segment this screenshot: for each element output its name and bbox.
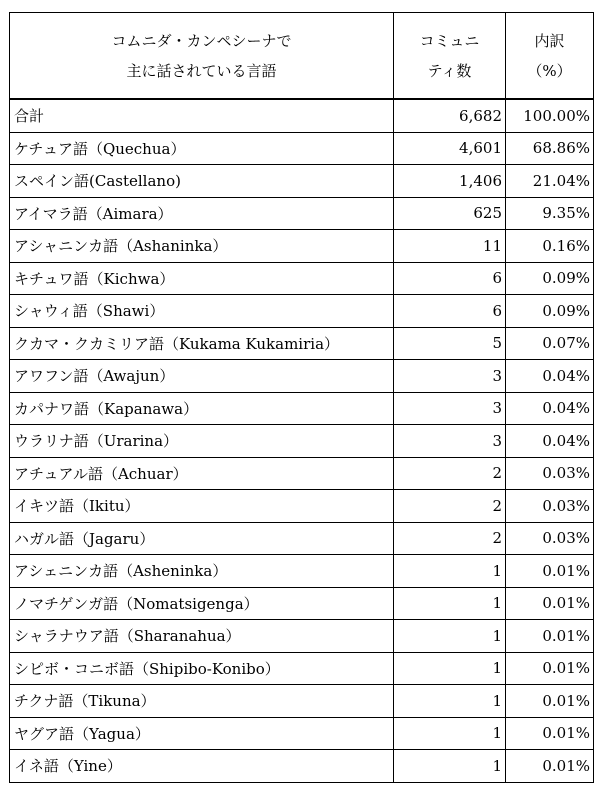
count-cell: 2: [394, 490, 506, 523]
table-header: [10, 13, 594, 100]
table-row: [10, 295, 594, 328]
language-cell: イキツ語（Ikitu）: [10, 490, 394, 523]
language-cell: ハガル語（Jagaru）: [10, 522, 394, 555]
language-cell: ヤグア語（Yagua）: [10, 717, 394, 750]
language-cell: ウラリナ語（Urarina）: [10, 425, 394, 458]
table-row: [10, 522, 594, 555]
language-table-container: [9, 12, 594, 783]
language-cell: シャウィ語（Shawi）: [10, 295, 394, 328]
count-cell: 2: [394, 457, 506, 490]
percent-cell: 0.03%: [506, 457, 594, 490]
count-cell: 1: [394, 750, 506, 783]
table-row: [10, 620, 594, 653]
table-row: [10, 457, 594, 490]
count-cell: 6,682: [394, 99, 506, 132]
count-cell: 11: [394, 230, 506, 263]
header-percent-line1: 内訳: [534, 31, 565, 50]
header-percent: [506, 13, 594, 100]
language-cell: アワフン語（Awajun）: [10, 360, 394, 393]
language-cell: イネ語（Yine）: [10, 750, 394, 783]
language-cell: カパナワ語（Kapanawa）: [10, 392, 394, 425]
percent-cell: 0.04%: [506, 425, 594, 458]
table-row: [10, 490, 594, 523]
table-row: [10, 685, 594, 718]
language-cell: ノマチゲンガ語（Nomatsigenga）: [10, 587, 394, 620]
table-row: [10, 555, 594, 588]
percent-cell: 0.03%: [506, 490, 594, 523]
percent-cell: 0.01%: [506, 555, 594, 588]
language-cell: アイマラ語（Aimara）: [10, 197, 394, 230]
header-count-line1: コミュニ: [419, 31, 480, 50]
percent-cell: 0.01%: [506, 717, 594, 750]
table-row: [10, 360, 594, 393]
percent-cell: 0.07%: [506, 327, 594, 360]
percent-cell: 9.35%: [506, 197, 594, 230]
table-row: [10, 652, 594, 685]
total-row: [10, 99, 594, 132]
table-row: [10, 750, 594, 783]
table-body: [10, 99, 594, 782]
table-row: [10, 132, 594, 165]
count-cell: 1: [394, 717, 506, 750]
percent-cell: 0.01%: [506, 587, 594, 620]
header-language-line2: 主に話されている言語: [126, 61, 277, 80]
table-row: [10, 197, 594, 230]
language-cell: 合計: [10, 99, 394, 132]
percent-cell: 0.03%: [506, 522, 594, 555]
header-count-line2: ティ数: [427, 61, 472, 80]
percent-cell: 0.01%: [506, 620, 594, 653]
language-cell: アシェニンカ語（Asheninka）: [10, 555, 394, 588]
count-cell: 1: [394, 685, 506, 718]
language-cell: クカマ・クカミリア語（Kukama Kukamiria）: [10, 327, 394, 360]
count-cell: 1: [394, 652, 506, 685]
percent-cell: 21.04%: [506, 165, 594, 198]
header-language: [10, 13, 394, 100]
language-cell: ケチュア語（Quechua）: [10, 132, 394, 165]
count-cell: 5: [394, 327, 506, 360]
count-cell: 625: [394, 197, 506, 230]
count-cell: 4,601: [394, 132, 506, 165]
header-language-line1: コムニダ・カンペシーナで: [111, 31, 292, 50]
table-row: [10, 165, 594, 198]
table-row: [10, 717, 594, 750]
language-cell: シピボ・コニボ語（Shipibo-Konibo）: [10, 652, 394, 685]
percent-cell: 0.09%: [506, 295, 594, 328]
percent-cell: 0.04%: [506, 392, 594, 425]
percent-cell: 68.86%: [506, 132, 594, 165]
table-row: [10, 425, 594, 458]
language-cell: シャラナウア語（Sharanahua）: [10, 620, 394, 653]
table-row: [10, 262, 594, 295]
count-cell: 1: [394, 555, 506, 588]
language-table: [9, 12, 594, 783]
language-cell: キチュワ語（Kichwa）: [10, 262, 394, 295]
count-cell: 6: [394, 295, 506, 328]
percent-cell: 100.00%: [506, 99, 594, 132]
percent-cell: 0.01%: [506, 652, 594, 685]
count-cell: 1: [394, 620, 506, 653]
language-cell: アシャニンカ語（Ashaninka）: [10, 230, 394, 263]
percent-cell: 0.16%: [506, 230, 594, 263]
count-cell: 1: [394, 587, 506, 620]
header-percent-line2: （%）: [527, 61, 572, 80]
count-cell: 2: [394, 522, 506, 555]
language-cell: スペイン語(Castellano): [10, 165, 394, 198]
table-row: [10, 392, 594, 425]
language-cell: アチュアル語（Achuar）: [10, 457, 394, 490]
count-cell: 1,406: [394, 165, 506, 198]
percent-cell: 0.01%: [506, 685, 594, 718]
table-row: [10, 327, 594, 360]
percent-cell: 0.09%: [506, 262, 594, 295]
percent-cell: 0.04%: [506, 360, 594, 393]
header-community-count: [394, 13, 506, 100]
table-row: [10, 230, 594, 263]
count-cell: 6: [394, 262, 506, 295]
percent-cell: 0.01%: [506, 750, 594, 783]
count-cell: 3: [394, 425, 506, 458]
count-cell: 3: [394, 392, 506, 425]
language-cell: チクナ語（Tikuna）: [10, 685, 394, 718]
table-row: [10, 587, 594, 620]
count-cell: 3: [394, 360, 506, 393]
header-row: [10, 13, 594, 100]
